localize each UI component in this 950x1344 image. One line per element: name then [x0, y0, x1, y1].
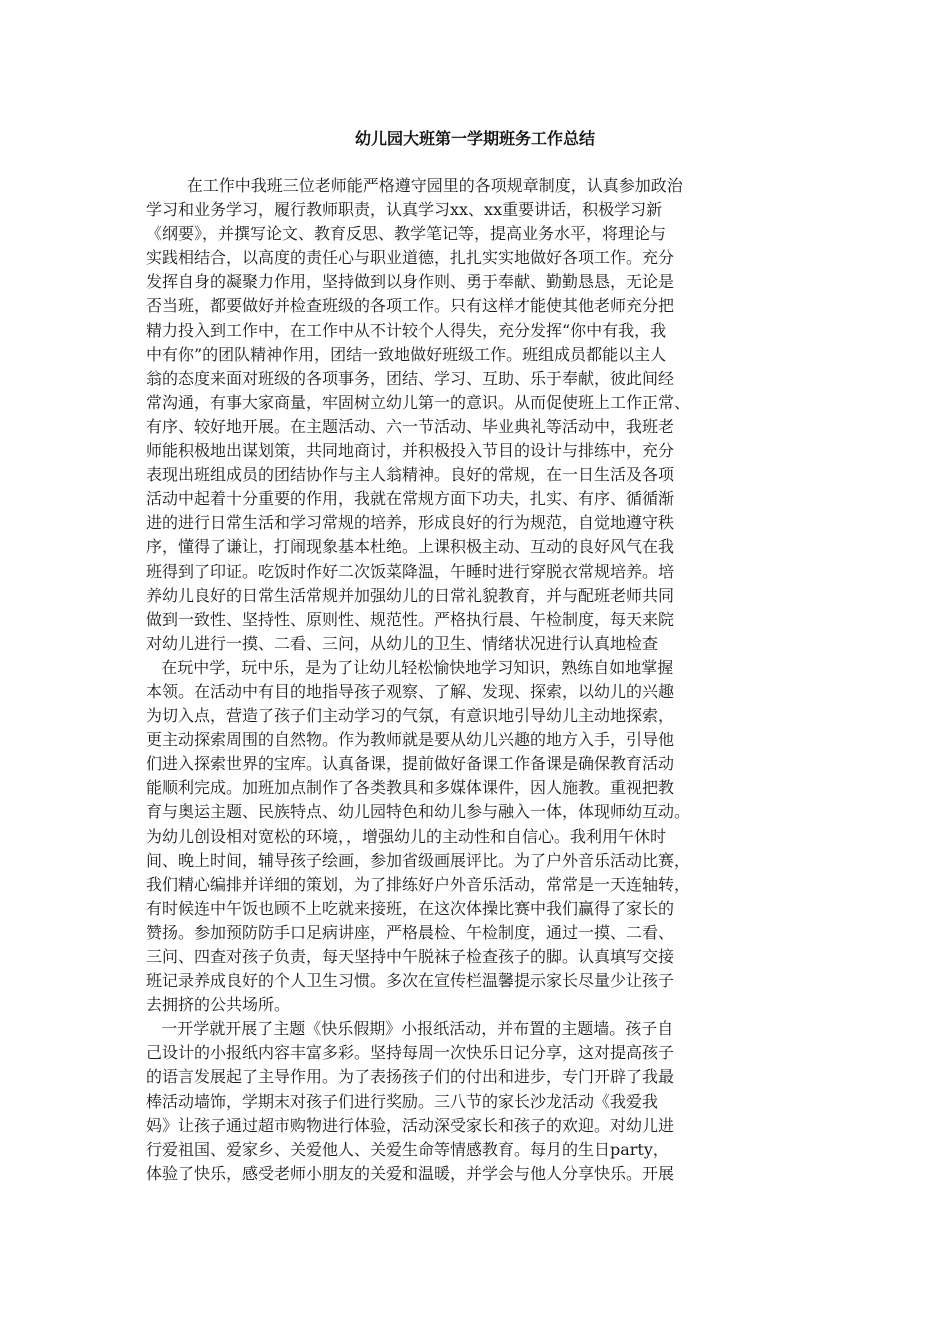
document-title: 幼儿园大班第一学期班务工作总结 [354, 129, 595, 148]
text-line: 妈》让孩子通过超市购物进行体验，活动深受家长和孩子的欢迎。对幼儿进 [146, 1115, 675, 1135]
text-line: 在玩中学，玩中乐，是为了让幼儿轻松愉快地学习知识，熟练自如地掌握 [146, 657, 674, 677]
text-line: 进的进行日常生活和学习常规的培养，形成良好的行为规范，自觉地遵守秩 [146, 513, 675, 533]
text-line: 一开学就开展了主题《快乐假期》小报纸活动，并布置的主题墙。孩子自 [146, 1019, 674, 1039]
text-line: 去拥挤的公共场所。 [146, 995, 291, 1015]
text-line: 活动中起着十分重要的作用，我就在常规方面下功夫，扎实、有序、循循渐 [146, 489, 675, 509]
text-line: 师能积极地出谋划策，共同地商讨，并积极投入节目的设计与排练中，充分 [146, 441, 675, 461]
text-line: 能顺利完成。加班加点制作了各类教具和多媒体课件，因人施教。重视把教 [146, 778, 675, 798]
text-line: 本领。在活动中有目的地指导孩子观察、了解、发现、探索，以幼儿的兴趣 [146, 681, 675, 701]
text-line: 翁的态度来面对班级的各项事务，团结、学习、互助、乐于奉献，彼此间经 [146, 368, 675, 388]
text-line: 发挥自身的凝聚力作用，坚持做到以身作则、勇于奉献、勤勤恳恳，无论是 [146, 272, 675, 292]
text-line: 们进入探索世界的宝库。认真备课，提前做好备课工作备课是确保教育活动 [146, 754, 675, 774]
text-line: 《纲要》，并撰写论文、教育反思、教学笔记等，提高业务水平，将理论与 [146, 224, 667, 244]
text-line: 精力投入到工作中，在工作中从不计较个人得失，充分发挥“你中有我，我 [146, 320, 667, 340]
text-line: 做到一致性、坚持性、原则性、规范性。严格执行晨、午检制度，每天来院 [146, 609, 675, 629]
text-line: 班记录养成良好的个人卫生习惯。多次在宣传栏温馨提示家长尽量少让孩子 [146, 971, 675, 991]
text-line: 常沟通，有事大家商量，牢固树立幼儿第一的意识。从而促使班上工作正常、 [146, 392, 691, 412]
text-line: 我们精心编排并详细的策划，为了排练好户外音乐活动，常常是一天连轴转， [146, 874, 691, 894]
text-line: 为切入点，营造了孩子们主动学习的气氛，有意识地引导幼儿主动地探索， [146, 706, 675, 726]
text-line: 间、晚上时间，辅导孩子绘画，参加省级画展评比。为了户外音乐活动比赛， [146, 850, 691, 870]
text-line: 班得到了印证。吃饭时作好二次饭菜降温，午睡时进行穿脱衣常规培养。培 [146, 561, 675, 581]
text-line: 行爱祖国、爱家乡、关爱他人、关爱生命等情感教育。每月的生日party， [146, 1139, 669, 1159]
paragraph [146, 174, 822, 656]
text-line: 的语言发展起了主导作用。为了表扬孩子们的付出和进步，专门开辟了我最 [146, 1067, 675, 1087]
paragraph [146, 656, 822, 1017]
text-line: 对幼儿进行一摸、二看、三问，从幼儿的卫生、情绪状况进行认真地检查 [146, 633, 659, 653]
text-line: 己设计的小报纸内容丰富多彩。坚持每周一次快乐日记分享，这对提高孩子 [146, 1043, 675, 1063]
text-line: 在工作中我班三位老师能严格遵守园里的各项规章制度，认真参加政治 [146, 176, 683, 195]
text-line: 赞扬。参加预防防手口足病讲座，严格晨检、午检制度，通过一摸、二看、 [146, 922, 675, 942]
text-line: 中有你”的团队精神作用，团结一致地做好班级工作。班组成员都能以主人 [146, 344, 667, 364]
text-line: 养幼儿良好的日常生活常规并加强幼儿的日常礼貌教育，并与配班老师共同 [146, 585, 675, 605]
text-line: 序，懂得了谦让，打闹现象基本杜绝。上课积极主动、互动的良好风气在我 [146, 537, 675, 557]
text-line: 棒活动墙饰，学期末对孩子们进行奖励。三八节的家长沙龙活动《我爱我 [146, 1091, 659, 1111]
text-line: 表现出班组成员的团结协作与主人翁精神。良好的常规，在一日生活及各项 [146, 465, 675, 485]
document-body [146, 174, 822, 1186]
text-line: 学习和业务学习，履行教师职责，认真学习xx、xx重要讲话，积极学习新 [146, 200, 663, 220]
text-line: 育与奥运主题、民族特点、幼儿园特色和幼儿参与融入一体，体现师幼互动。 [146, 802, 691, 822]
text-line: 三问、四查对孩子负责，每天坚持中午脱袜子检查孩子的脚。认真填写交接 [146, 947, 675, 966]
paragraph [146, 1017, 822, 1186]
text-line: 为幼儿创设相对宽松的环境，，增强幼儿的主动性和自信心。我利用午休时 [146, 826, 667, 846]
text-line: 更主动探索周围的自然物。作为教师就是要从幼儿兴趣的地方入手，引导他 [146, 730, 675, 750]
text-line: 体验了快乐，感受老师小朋友的关爱和温暖，并学会与他人分享快乐。开展 [146, 1163, 675, 1183]
text-line: 有序、较好地开展。在主题活动、六一节活动、毕业典礼等活动中，我班老 [146, 416, 675, 436]
text-line: 否当班，都要做好并检查班级的各项工作。只有这样才能使其他老师充分把 [146, 296, 675, 316]
text-line: 实践相结合，以高度的责任心与职业道德，扎扎实实地做好各项工作。充分 [146, 248, 675, 268]
text-line: 有时候连中午饭也顾不上吃就来接班，在这次体操比赛中我们赢得了家长的 [146, 898, 675, 918]
